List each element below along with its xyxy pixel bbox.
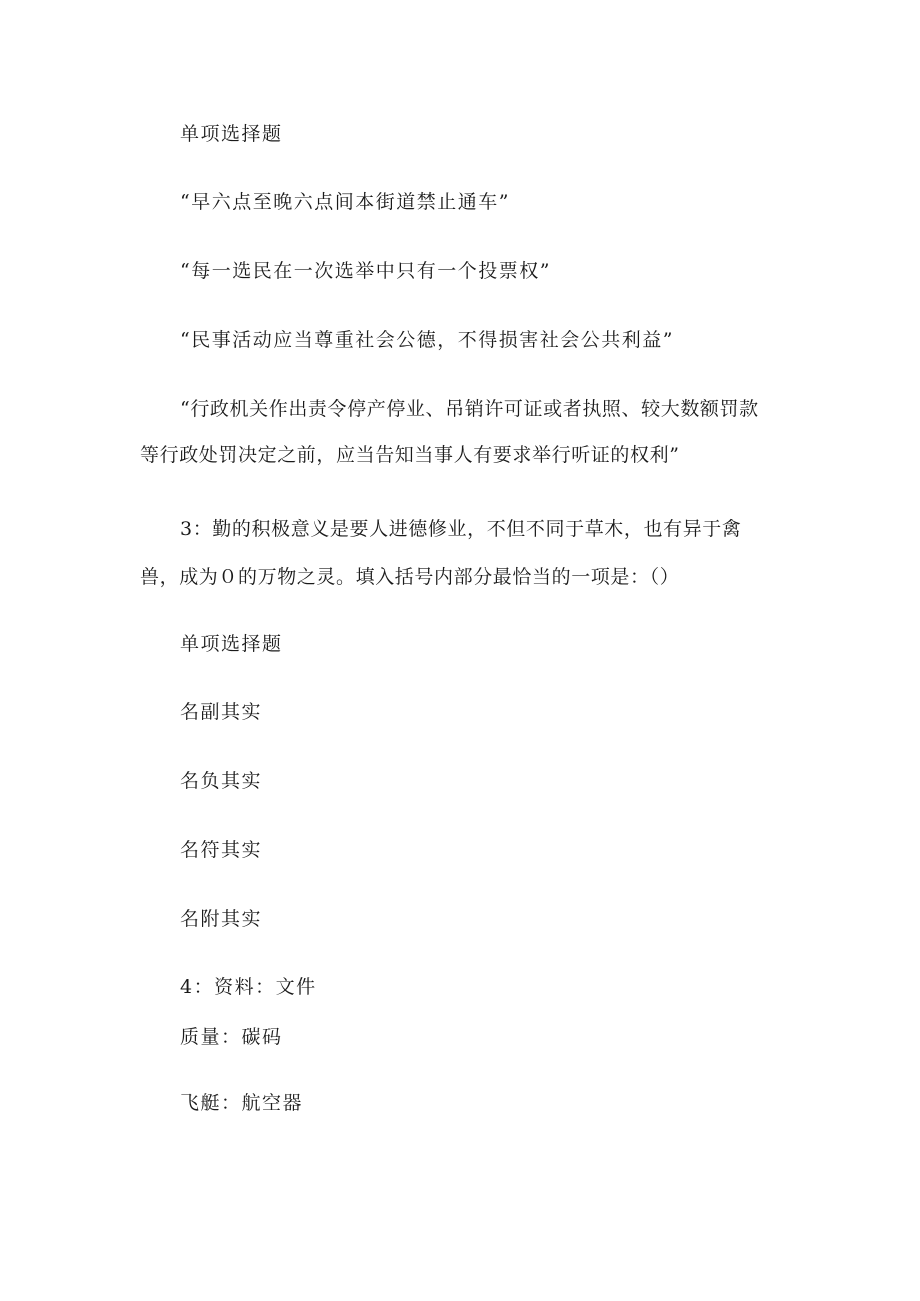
option-line: 飞艇：航空器 — [180, 1092, 304, 1114]
option-c: 名符其实 — [180, 839, 263, 861]
option-d-line2: 等行政处罚决定之前，应当告知当事人有要求举行听证的权利” — [140, 444, 680, 466]
option-c: “民事活动应当尊重社会公德，不得损害社会公共利益” — [180, 329, 674, 351]
option-b: 名负其实 — [180, 770, 263, 792]
question-type-label: 单项选择题 — [180, 633, 283, 655]
question-stem-line1: 3：勤的积极意义是要人进德修业，不但不同于草木，也有异于禽 — [180, 518, 742, 540]
question-stem-line2: 兽，成为０的万物之灵。填入括号内部分最恰当的一项是：（） — [140, 566, 680, 588]
option-a: 名副其实 — [180, 701, 263, 723]
option-line: 质量：碳码 — [180, 1026, 283, 1048]
option-b: “每一选民在一次选举中只有一个投票权” — [180, 260, 551, 282]
question-type-label: 单项选择题 — [180, 123, 283, 145]
option-d-line1: “行政机关作出责令停产停业、吊销许可证或者执照、较大数额罚款 — [180, 398, 759, 420]
option-d: 名附其实 — [180, 908, 263, 930]
question-stem: 4：资料：文件 — [180, 976, 317, 998]
option-a: “早六点至晚六点间本街道禁止通车” — [180, 191, 510, 213]
